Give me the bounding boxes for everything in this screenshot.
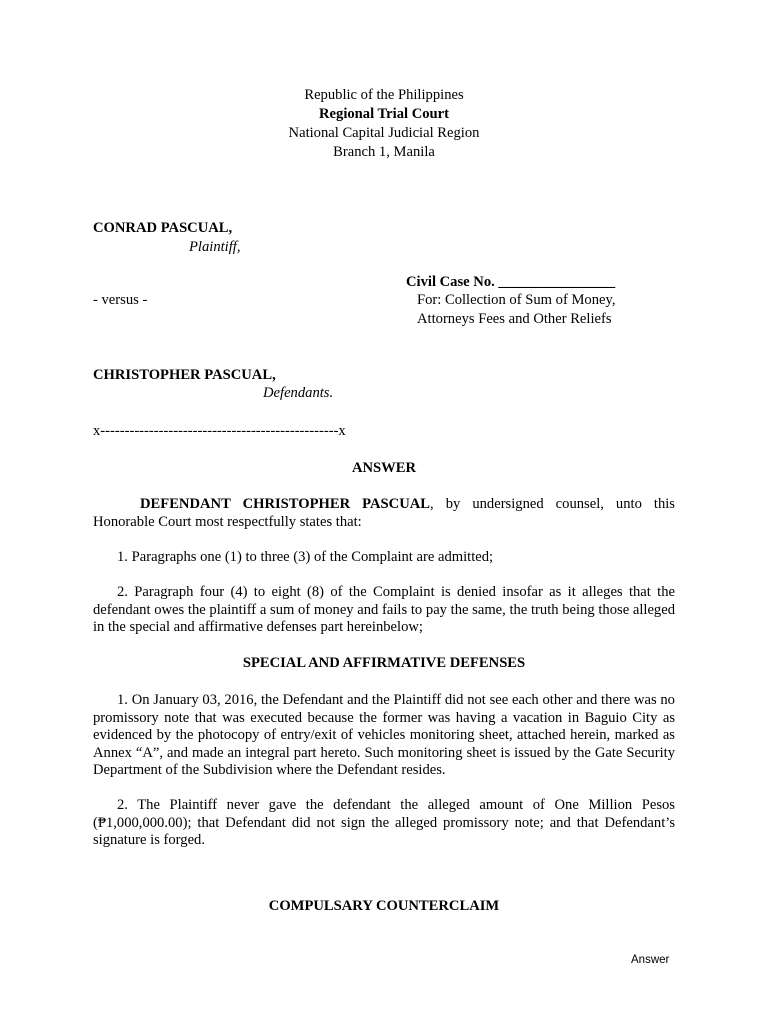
answer-item-1 — [93, 549, 675, 567]
header-region: National Capital Judicial Region — [288, 125, 480, 141]
defenses-title: SPECIAL AND AFFIRMATIVE DEFENSES — [242, 655, 526, 671]
item-number: 1. — [117, 549, 128, 565]
versus-label: - versus - — [93, 292, 148, 308]
plaintiff-role: Plaintiff, — [189, 239, 241, 255]
header-court: Regional Trial Court — [319, 106, 449, 122]
page-footer-label: Answer — [631, 954, 670, 966]
item-text: On January 03, 2016, the Defendant and the Plaintiff did not see each other and there was no promissory note that was executed because the former was having a vacation in Baguio City as evidenced by the photocopy of entry/exit of vehicles monitoring sheet, attached herein, marked as Annex “A”, and made an integral part hereto. Such monitoring sheet is issued by the Gate Security Department of the Subdivision where the Defendant resides. — [93, 692, 675, 778]
item-number: 2. — [117, 584, 128, 600]
caption-separator: x-------------------------------------------------x — [93, 423, 346, 439]
defendant-role: Defendants. — [263, 385, 334, 401]
header-republic: Republic of the Philippines — [304, 87, 464, 103]
defendant-name: CHRISTOPHER PASCUAL, — [93, 367, 276, 383]
item-text: Paragraph four (4) to eight (8) of the Complaint is denied insofar as it alleges that the defendant owes the plaintiff a sum of money and fails to pay the same, the truth being those alleged in the special and affirmative defenses part hereinbelow; — [93, 584, 675, 635]
answer-item-2 — [93, 584, 675, 637]
defense-item-2 — [93, 797, 675, 850]
intro-text: , by undersigned counsel, unto this Honorable Court most respectfully states that: — [93, 496, 675, 530]
intro-defendant-name: DEFENDANT CHRISTOPHER PASCUAL — [140, 496, 431, 512]
defense-item-1 — [93, 692, 675, 780]
case-nature-line2: Attorneys Fees and Other Reliefs — [417, 311, 612, 327]
item-number: 2. — [117, 797, 128, 813]
answer-intro — [93, 496, 675, 531]
plaintiff-name: CONRAD PASCUAL, — [93, 220, 233, 236]
counterclaim-title: COMPULSARY COUNTERCLAIM — [268, 898, 500, 914]
header-branch: Branch 1, Manila — [333, 144, 435, 160]
item-text: The Plaintiff never gave the defendant the alleged amount of One Million Pesos (₱1,000,000.00); that Defendant did not sign the alleged promissory note; and that Defendant’s signature is forged. — [93, 797, 675, 848]
answer-title: ANSWER — [351, 460, 417, 476]
civil-case-number: Civil Case No. ________________ — [406, 274, 616, 290]
item-text: Paragraphs one (1) to three (3) of the Complaint are admitted; — [131, 549, 494, 565]
case-nature-line1: For: Collection of Sum of Money, — [417, 292, 616, 308]
item-number: 1. — [117, 692, 128, 708]
